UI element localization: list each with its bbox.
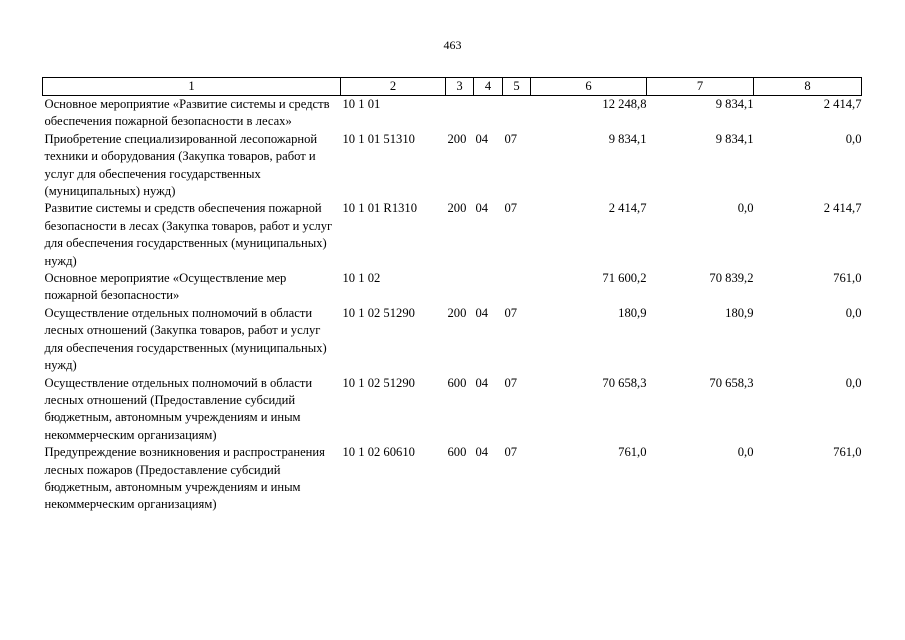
row-c6: 71 600,2 [602,271,647,286]
row-c7: 0,0 [737,445,754,460]
row-c3 [446,96,474,131]
row-c5 [503,270,531,305]
row-c5 [503,96,531,131]
row-c4: 04 [475,305,489,320]
header-row [43,78,862,96]
row-c6: 9 834,1 [608,131,647,146]
row-c6: 70 658,3 [602,375,647,390]
row-c7: 70 839,2 [709,271,754,286]
row-code: 10 1 01 R1310 [342,201,418,216]
row-c4: 04 [475,131,489,146]
row-code: 10 1 01 51310 [342,131,415,146]
page-number: 463 [443,38,462,52]
header-cell-7: 7 [647,78,754,96]
row-name: Предупреждение возникновения и распространения лесных пожаров (Предоставление субсидий бюджетным, автономным учреждениям и иным некоммерческим организациям) [44,445,325,512]
row-c8: 761,0 [833,271,862,286]
row-c4: 04 [475,375,489,390]
row-c8: 2 414,7 [823,201,862,216]
row-c7: 180,9 [725,305,754,320]
row-c4: 04 [475,201,489,216]
header-cell-6: 6 [531,78,647,96]
row-name: Основное мероприятие «Осуществление мер пожарной безопасности» [44,271,287,303]
row-c8: 2 414,7 [823,97,862,111]
row-c8: 0,0 [845,131,862,146]
row-name: Осуществление отдельных полномочий в области лесных отношений (Предоставление субсидий бюджетным, автономным учреждениям и иным некоммерческим организациям) [44,375,313,442]
table-row [43,270,862,305]
table-row [43,200,862,270]
row-c4 [474,96,503,131]
row-c5: 07 [504,201,518,216]
row-name: Осуществление отдельных полномочий в области лесных отношений (Закупка товаров, работ и услуг для обеспечения государственных (муниципальных) нужд) [44,305,327,373]
table-row [43,96,862,131]
row-c6: 2 414,7 [608,201,647,216]
row-c4: 04 [475,445,489,460]
row-code: 10 1 02 [342,271,381,286]
row-code: 10 1 02 51290 [342,305,415,320]
row-c8: 761,0 [833,445,862,460]
row-c5: 07 [504,131,518,146]
header-cell-2: 2 [341,78,446,96]
header-cell-8: 8 [754,78,862,96]
row-c6: 12 248,8 [602,97,647,111]
header-cell-4: 4 [474,78,503,96]
row-c6: 180,9 [618,305,647,320]
row-c6: 761,0 [618,445,647,460]
row-c8: 0,0 [845,305,862,320]
row-c7: 9 834,1 [715,131,754,146]
row-name: Основное мероприятие «Развитие системы и средств обеспечения пожарной безопасности в лесах» [44,97,330,129]
budget-table [42,77,862,514]
row-c7: 0,0 [737,201,754,216]
row-code: 10 1 01 [342,97,381,111]
table-row [43,305,862,375]
table-row [43,131,862,201]
row-c5: 07 [504,445,518,460]
row-c3: 600 [447,445,467,460]
table-row [43,375,862,445]
row-c3: 600 [447,375,467,390]
header-cell-1: 1 [43,78,341,96]
row-c7: 9 834,1 [715,97,754,111]
row-c3: 200 [447,305,467,320]
table-row [43,444,862,514]
row-c3: 200 [447,201,467,216]
row-c8: 0,0 [845,375,862,390]
row-name: Развитие системы и средств обеспечения пожарной безопасности в лесах (Закупка товаров, работ и услуг для обеспечения государственных (муниципальных) нужд) [44,201,333,268]
row-c7: 70 658,3 [709,375,754,390]
row-c3 [446,270,474,305]
row-code: 10 1 02 60610 [342,445,415,460]
row-c5: 07 [504,305,518,320]
row-name: Приобретение специализированной лесопожарной техники и оборудования (Закупка товаров, работ и услуг для обеспечения государственных (муниципальных) нужд) [44,131,318,199]
row-c5: 07 [504,375,518,390]
row-c4 [474,270,503,305]
row-code: 10 1 02 51290 [342,375,415,390]
header-cell-3: 3 [446,78,474,96]
header-cell-5: 5 [503,78,531,96]
row-c3: 200 [447,131,467,146]
